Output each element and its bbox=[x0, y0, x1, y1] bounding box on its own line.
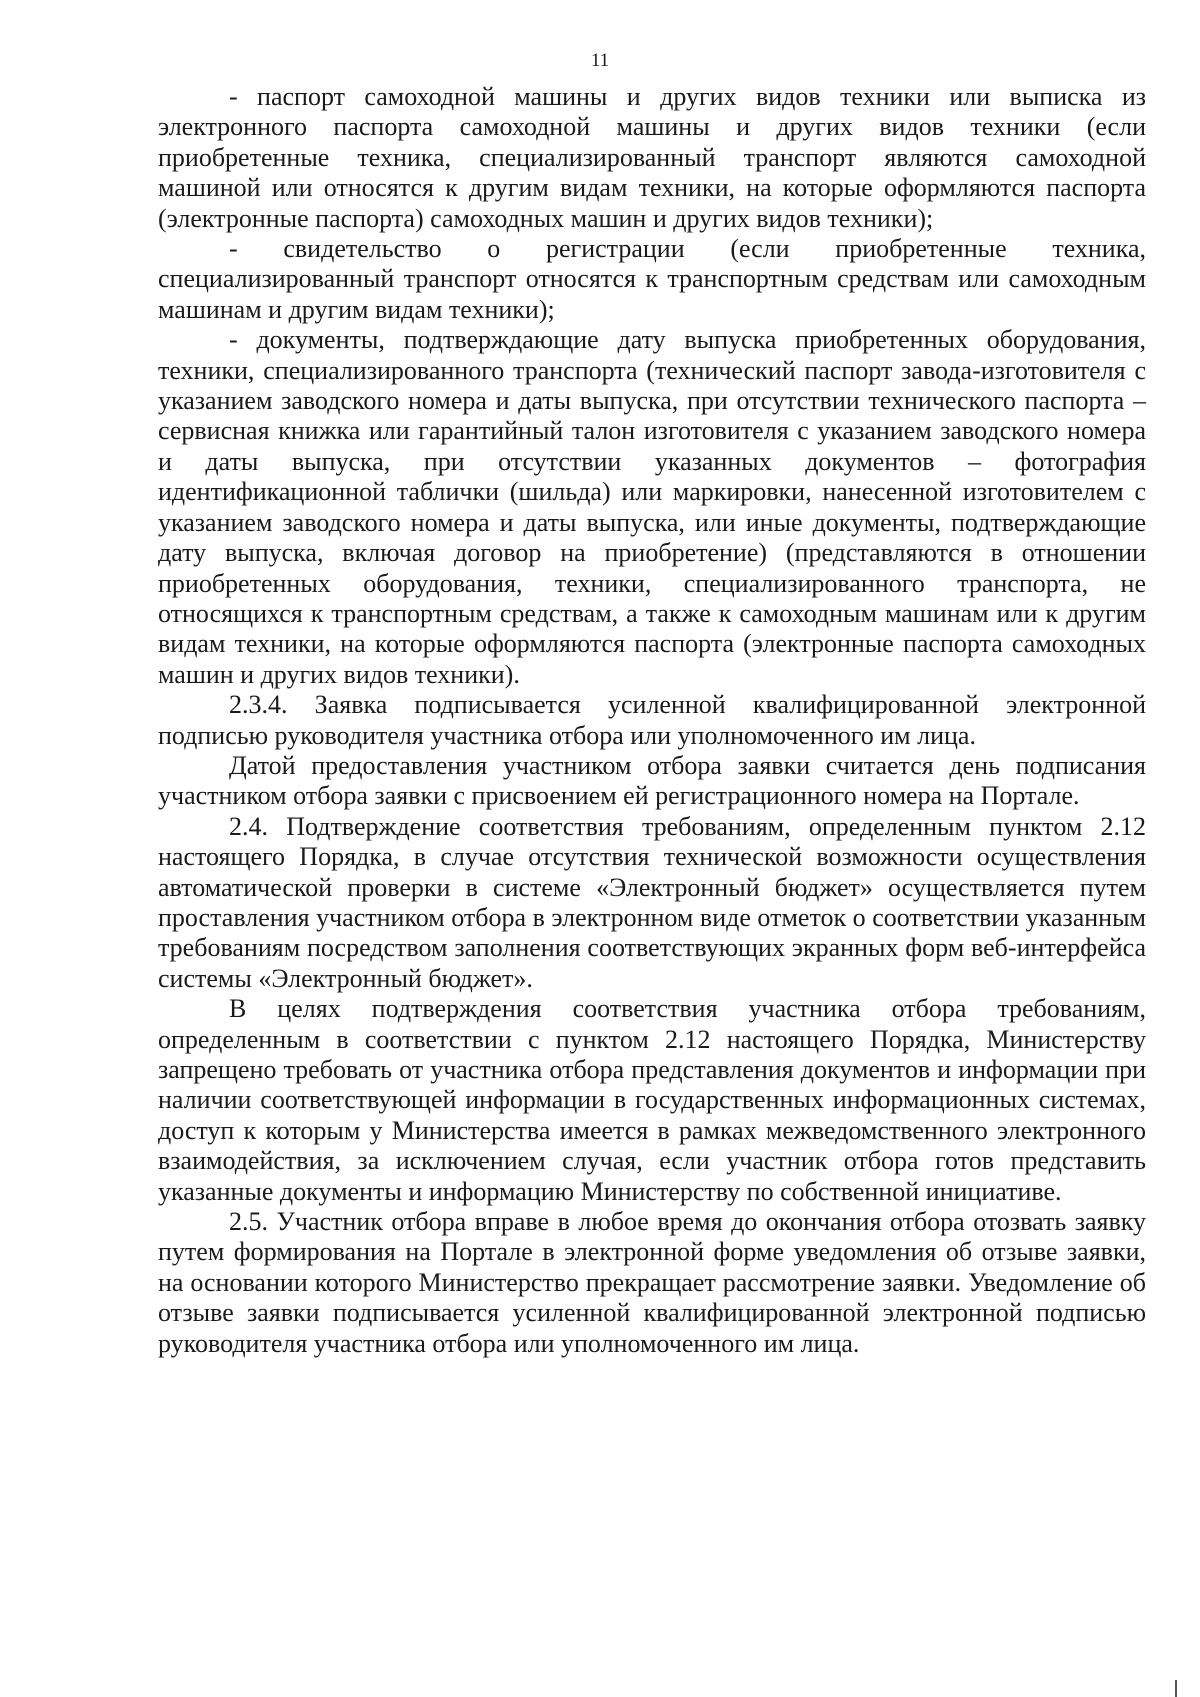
paragraph-registration-certificate: - свидетельство о регистрации (если приобретенные техника, специализированный транспорт относятся к транспортным средствам или самоходным машинам и другим видам техники); bbox=[158, 234, 1146, 324]
scan-edge-mark bbox=[1175, 1680, 1177, 1697]
paragraph-passport: - паспорт самоходной машины и других видов техники или выписка из электронного паспорта самоходной машины и других видов техники (если приобретенные техника, специализированный транспорт являются самоходной машиной или относятся к другим видам техники, на которые оформляются паспорта (электронные паспорта) самоходных машин и других видов техники); bbox=[158, 82, 1146, 233]
paragraph-2-3-4: 2.3.4. Заявка подписывается усиленной квалифицированной электронной подписью руководителя участника отбора или уполномоченного им лица. bbox=[158, 690, 1146, 750]
paragraph-submission-date: Датой предоставления участником отбора заявки считается день подписания участником отбора заявки с присвоением ей регистрационного номера на Портале. bbox=[158, 750, 1146, 811]
paragraph-2-4: 2.4. Подтверждение соответствия требованиям, определенным пунктом 2.12 настоящего Порядка, в случае отсутствия технической возможности осуществления автоматической проверки в системе «Электронный бюджет» осуществляется путем проставления участником отбора в электронном виде отметок о соответствии указанным требованиям посредством заполнения соответствующих экранных форм веб-интерфейса системы «Электронный бюджет». bbox=[158, 811, 1146, 993]
page-number: 11 bbox=[590, 50, 610, 71]
paragraph-confirmation: В целях подтверждения соответствия участника отбора требованиям, определенным в соответствии с пунктом 2.12 настоящего Порядка, Министерству запрещено требовать от участника отбора представления документов и информации при наличии соответствующей информации в государственных информационных системах, доступ к которым у Министерства имеется в рамках межведомственного электронного взаимодействия, за исключением случая, если участник отбора готов представить указанные документы и информацию Министерству по собственной инициативе. bbox=[158, 994, 1146, 1206]
document-body bbox=[158, 82, 1146, 1359]
paragraph-release-date-documents: - документы, подтверждающие дату выпуска приобретенных оборудования, техники, специализированного транспорта (технический паспорт завода-изготовителя с указанием заводского номера и даты выпуска, при отсутствии технического паспорта – сервисная книжка или гарантийный талон изготовителя с указанием заводского номера и даты выпуска, при отсутствии указанных документов – фотография идентификационной таблички (шильда) или маркировки, нанесенной изготовителем с указанием заводского номера и даты выпуска, или иные документы, подтверждающие дату выпуска, включая договор на приобретение) (представляются в отношении приобретенных оборудования, техники, специализированного транспорта, не относящихся к транспортным средствам, а также к самоходным машинам или к другим видам техники, на которые оформляются паспорта (электронные паспорта самоходных машин и других видов техники). bbox=[158, 325, 1146, 689]
paragraph-2-5: 2.5. Участник отбора вправе в любое время до окончания отбора отозвать заявку путем формирования на Портале в электронной форме уведомления об отзыве заявки, на основании которого Министерство прекращает рассмотрение заявки. Уведомление об отзыве заявки подписывается усиленной квалифицированной электронной подписью руководителя участника отбора или уполномоченного им лица. bbox=[158, 1207, 1146, 1358]
